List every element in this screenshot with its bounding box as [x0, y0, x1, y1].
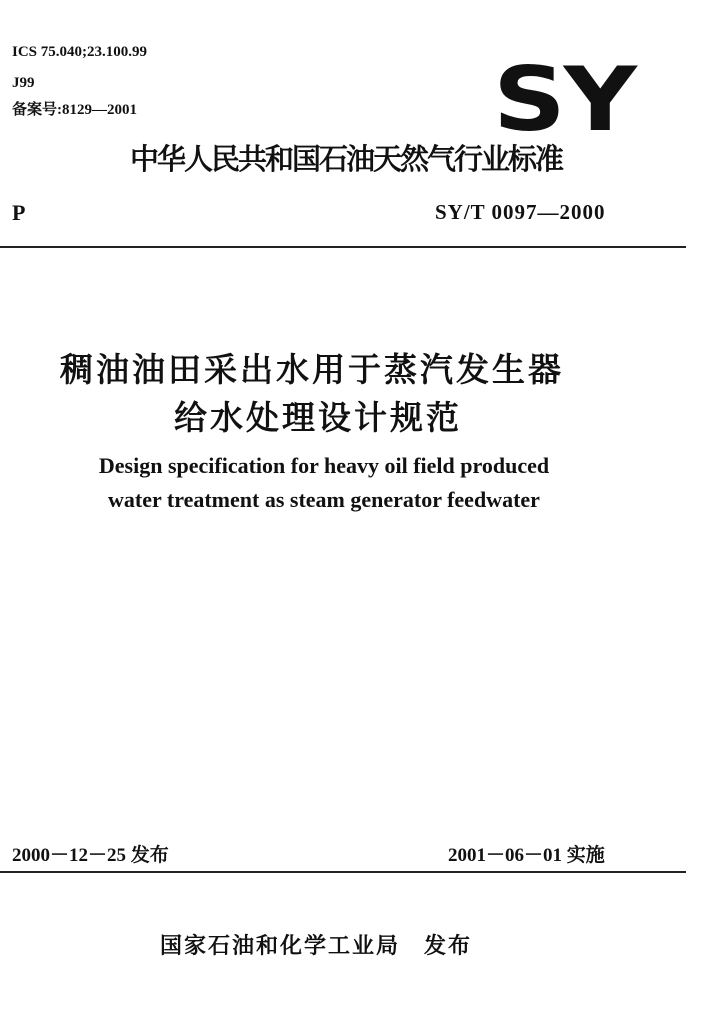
- standard-category: 中华人民共和国石油天然气行业标准: [130, 142, 563, 176]
- standard-number: SY/T 0097—2000: [435, 200, 606, 224]
- registration-number: 备案号:8129—2001: [12, 102, 137, 118]
- title-cn-line1: 稠油油田采出水用于蒸汽发生器: [60, 350, 564, 389]
- title-en-line1: Design specification for heavy oil field produced: [98, 453, 550, 478]
- header-divider: [0, 246, 686, 248]
- publisher: 国家石油和化学工业局 发布: [160, 934, 473, 959]
- issue-date: 2000－12－25 发布: [12, 845, 169, 866]
- sy-logo: SY: [493, 48, 635, 151]
- ics-code: ICS 75.040;23.100.99: [12, 44, 148, 60]
- title-cn-line2: 给水处理设计规范: [174, 398, 462, 437]
- footer-divider: [0, 871, 686, 873]
- p-label: P: [12, 200, 26, 225]
- title-en-line2: water treatment as steam generator feedwater: [108, 487, 540, 512]
- effective-date: 2001－06－01 实施: [448, 845, 605, 866]
- classification-code: J99: [12, 75, 35, 91]
